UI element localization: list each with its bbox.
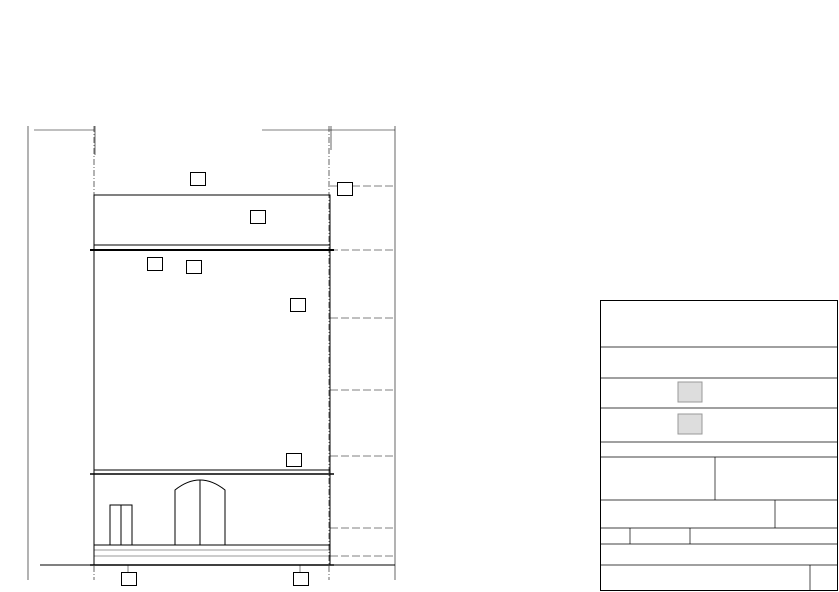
composition-z6	[618, 210, 836, 300]
tag-z3-b	[290, 298, 306, 312]
tag-z2	[286, 453, 302, 467]
drawing-title-tag	[190, 172, 206, 186]
composition-z4	[618, 22, 836, 102]
tag-z1-a	[121, 572, 137, 586]
tag-z5	[186, 260, 202, 274]
tag-z1-b	[293, 572, 309, 586]
tag-z4	[337, 182, 353, 196]
composition-z5	[618, 110, 836, 210]
title-block-grid	[600, 300, 838, 591]
tag-z3	[250, 210, 266, 224]
tag-z6	[147, 257, 163, 271]
